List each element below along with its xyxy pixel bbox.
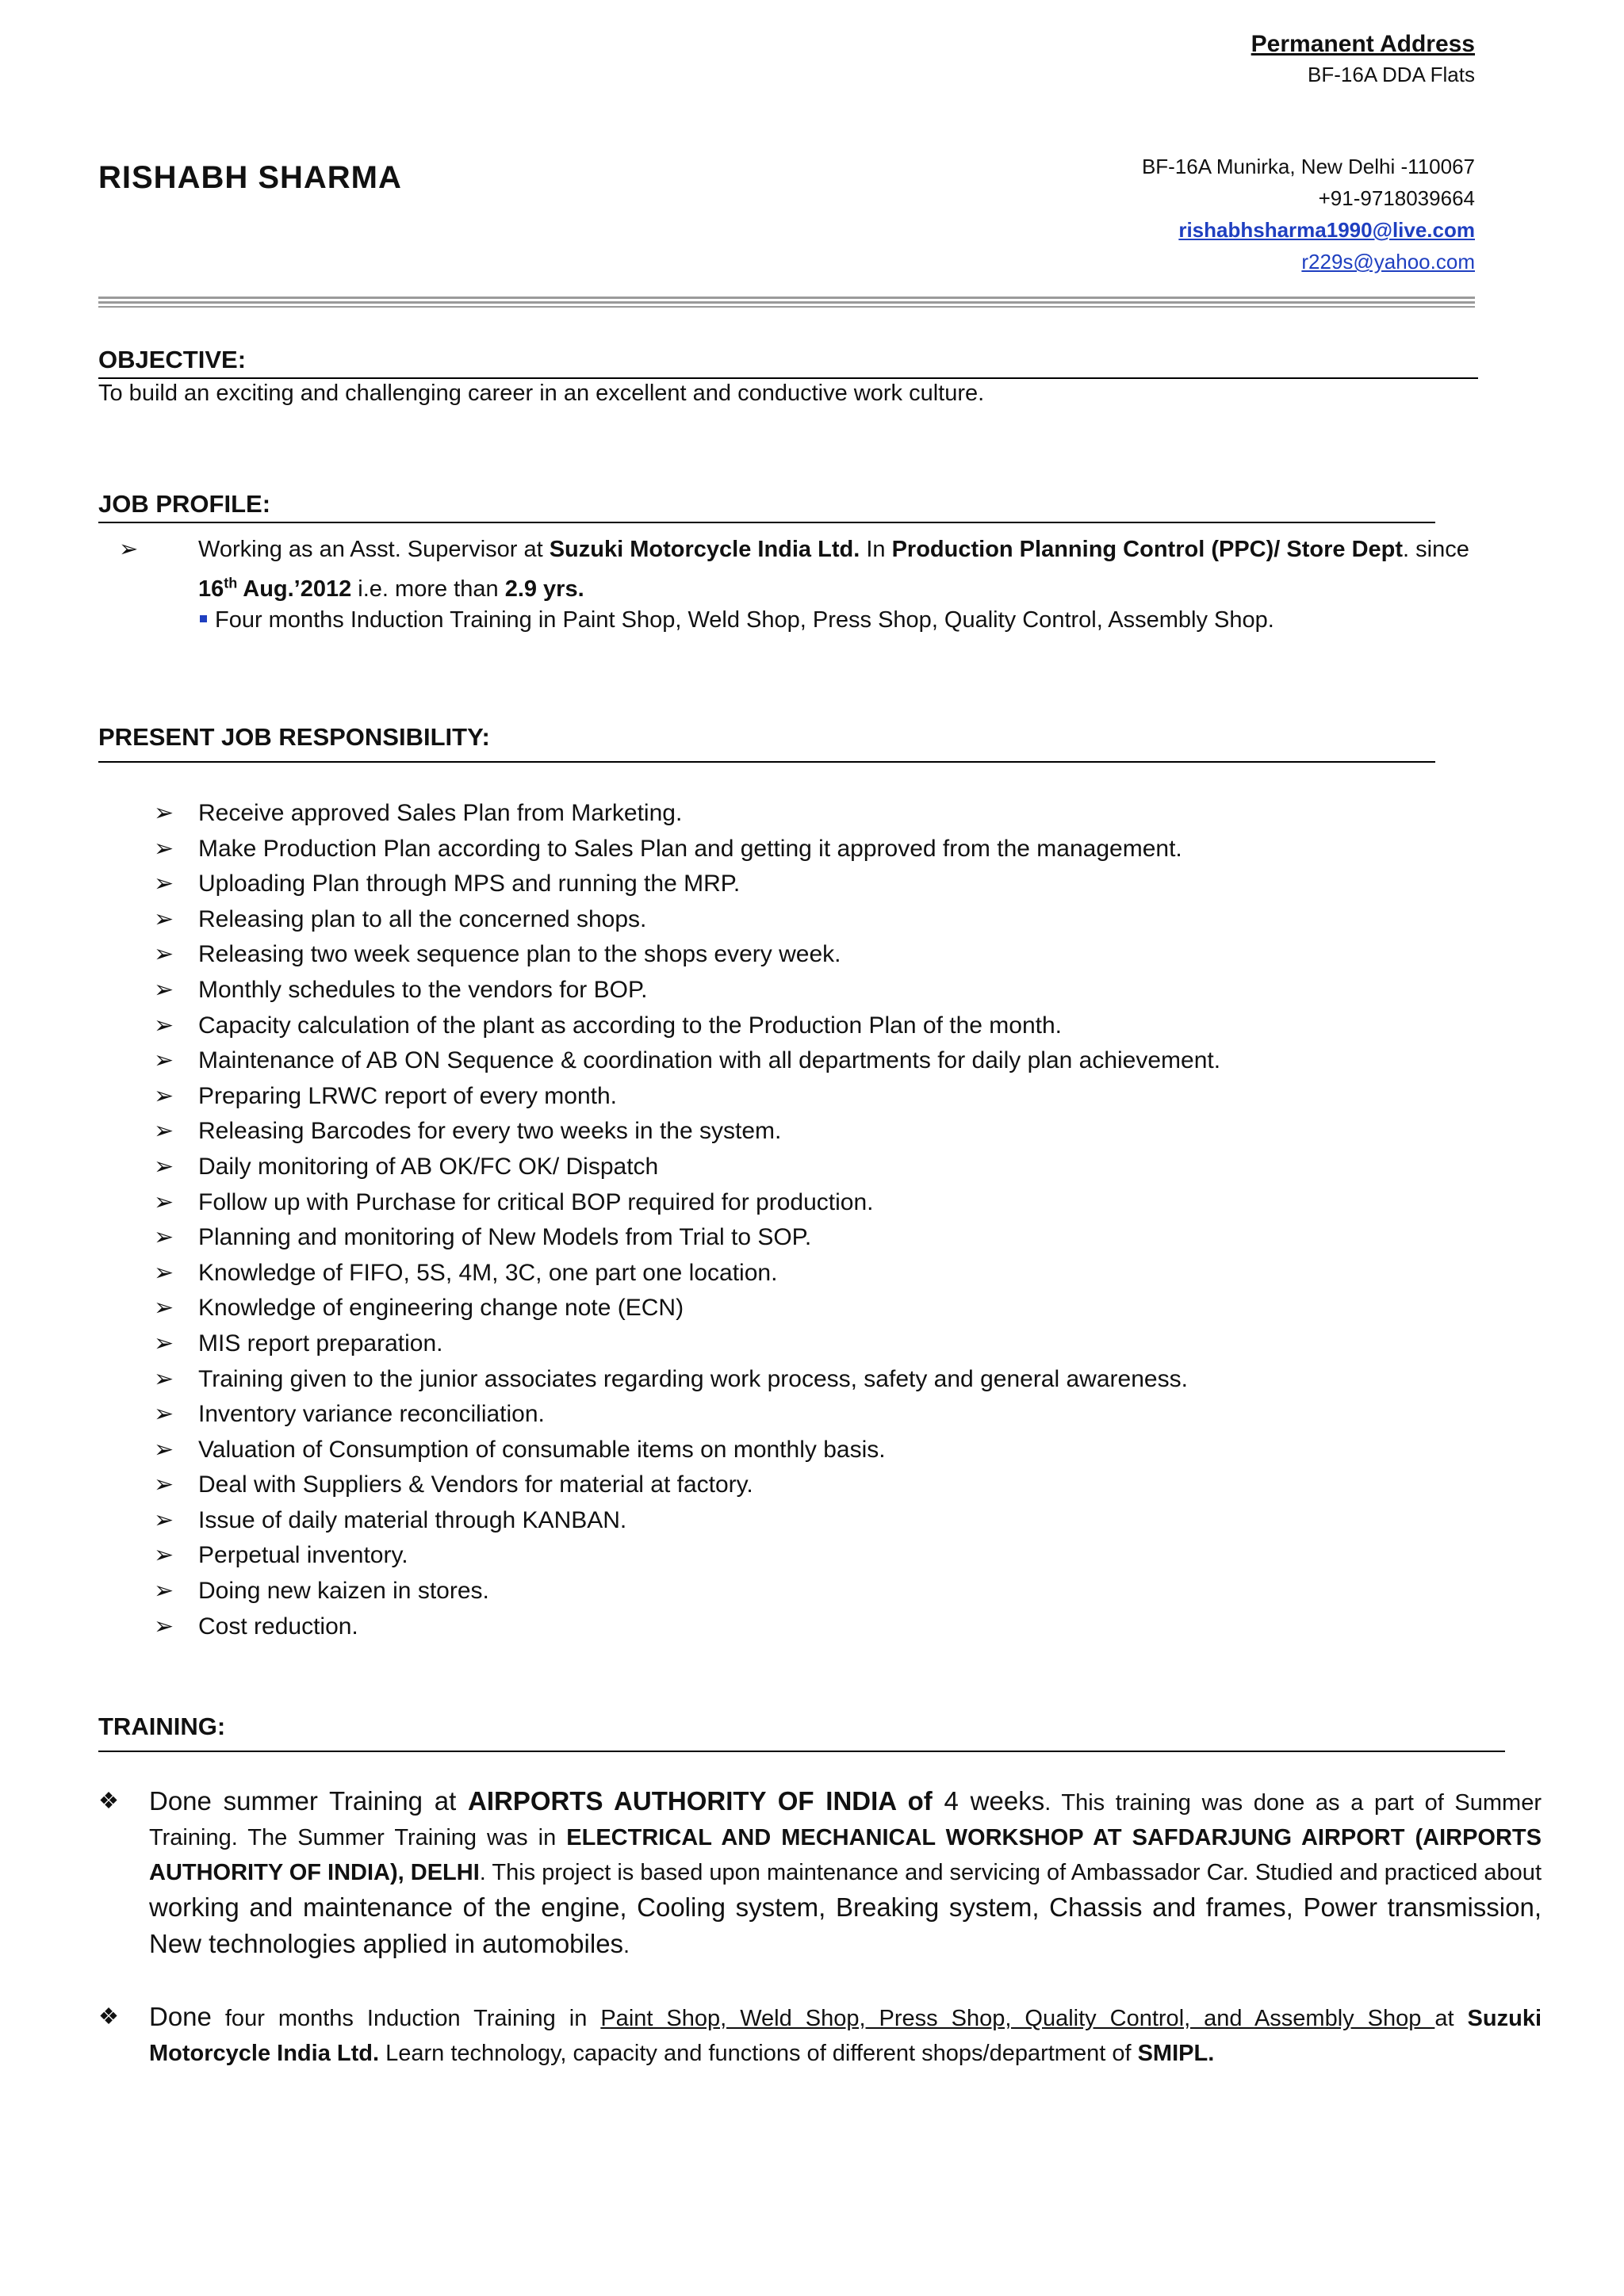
arrow-bullet-icon: ➢ bbox=[154, 871, 174, 897]
list-item: ➢ Receive approved Sales Plan from Marketing. bbox=[154, 796, 1220, 832]
list-item: ➢ Knowledge of engineering change note (ECN) bbox=[154, 1291, 1220, 1326]
arrow-bullet-icon: ➢ bbox=[154, 905, 174, 932]
job-profile-subitem: Four months Induction Training in Paint Shop, Weld Shop, Press Shop, Quality Control, Assembly Shop. bbox=[200, 607, 1274, 633]
list-item: ➢ Knowledge of FIFO, 5S, 4M, 3C, one part one location. bbox=[154, 1256, 1220, 1292]
department-name: Production Planning Control (PPC)/ Store Dept bbox=[891, 537, 1404, 562]
permanent-address-line: BF-16A DDA Flats bbox=[1308, 63, 1475, 86]
training-item-smipl: ❖ Done four months Induction Training in Paint Shop, Weld Shop, Press Shop, Quality Control, and Assembly Shop at Suzuki Motorcycle India Ltd. Learn technology, capacity and functions of different shops/department of SMIPL. bbox=[98, 1999, 1542, 2071]
arrow-bullet-icon: ➢ bbox=[154, 1188, 174, 1215]
list-item: ➢ Perpetual inventory. bbox=[154, 1538, 1220, 1574]
arrow-bullet-icon: ➢ bbox=[154, 1365, 174, 1392]
list-item: ➢ Preparing LRWC report of every month. bbox=[154, 1079, 1220, 1115]
arrow-bullet-icon: ➢ bbox=[119, 537, 139, 562]
contact-address: BF-16A Munirka, New Delhi -110067 bbox=[1141, 155, 1475, 178]
objective-rule bbox=[98, 377, 1478, 379]
list-item: ➢ Uploading Plan through MPS and running the MRP. bbox=[154, 867, 1220, 902]
arrow-bullet-icon: ➢ bbox=[154, 1436, 174, 1463]
list-item: ➢ Planning and monitoring of New Models from Trial to SOP. bbox=[154, 1220, 1220, 1256]
list-item: ➢ Issue of daily material through KANBAN. bbox=[154, 1503, 1220, 1539]
arrow-bullet-icon: ➢ bbox=[154, 1012, 174, 1039]
list-item: ➢ Releasing plan to all the concerned shops. bbox=[154, 902, 1220, 938]
header-divider bbox=[98, 297, 1475, 308]
arrow-bullet-icon: ➢ bbox=[154, 800, 174, 826]
training-rule bbox=[98, 1751, 1505, 1752]
arrow-bullet-icon: ➢ bbox=[154, 941, 174, 968]
list-item: ➢ Capacity calculation of the plant as according to the Production Plan of the month. bbox=[154, 1008, 1220, 1044]
list-item: ➢ Inventory variance reconciliation. bbox=[154, 1397, 1220, 1433]
objective-heading: OBJECTIVE: bbox=[98, 346, 247, 373]
contact-block bbox=[1142, 151, 1475, 277]
arrow-bullet-icon: ➢ bbox=[154, 1259, 174, 1286]
arrow-bullet-icon: ➢ bbox=[154, 1224, 174, 1251]
arrow-bullet-icon: ➢ bbox=[154, 1047, 174, 1074]
arrow-bullet-icon: ➢ bbox=[154, 1118, 174, 1145]
list-item: ➢ Doing new kaizen in stores. bbox=[154, 1574, 1220, 1609]
responsibility-rule bbox=[98, 761, 1435, 763]
email-primary-link[interactable]: rishabhsharma1990@live.com bbox=[1178, 218, 1475, 242]
arrow-bullet-icon: ➢ bbox=[154, 835, 174, 862]
list-item: ➢ MIS report preparation. bbox=[154, 1326, 1220, 1362]
list-item: ➢ Maintenance of AB ON Sequence & coordination with all departments for daily plan achievement. bbox=[154, 1043, 1220, 1079]
list-item: ➢ Releasing two week sequence plan to the shops every week. bbox=[154, 937, 1220, 973]
list-item: ➢ Releasing Barcodes for every two weeks in the system. bbox=[154, 1114, 1220, 1150]
diamond-bullet-icon: ❖ bbox=[98, 1789, 119, 1814]
arrow-bullet-icon: ➢ bbox=[154, 1401, 174, 1428]
training-item-aai: ❖ Done summer Training at AIRPORTS AUTHORITY OF INDIA of 4 weeks. This training was done as a part of Summer Training. The Summer Training was in ELECTRICAL AND MECHANICAL WORKSHOP AT SAFDARJUNG AIRPORT (AIRPORTS AUTHORITY OF INDIA), DELHI. This project is based upon maintenance and servicing of Ambassador Car. Studied and practiced about working and maintenance of the engine, Cooling system, Breaking system, Chassis and frames, Power transmission, New technologies applied in automobiles. bbox=[98, 1784, 1542, 1963]
arrow-bullet-icon: ➢ bbox=[154, 1153, 174, 1180]
diamond-bullet-icon: ❖ bbox=[98, 2004, 119, 2030]
arrow-bullet-icon: ➢ bbox=[154, 1330, 174, 1357]
job-profile-heading: JOB PROFILE: bbox=[98, 490, 271, 518]
candidate-name: RISHABH SHARMA bbox=[98, 160, 402, 195]
square-bullet-icon bbox=[200, 615, 207, 622]
list-item: ➢ Monthly schedules to the vendors for BOP. bbox=[154, 973, 1220, 1008]
list-item: ➢ Daily monitoring of AB OK/FC OK/ Dispatch bbox=[154, 1150, 1220, 1185]
arrow-bullet-icon: ➢ bbox=[154, 1506, 174, 1533]
joining-date: 16th Aug.’2012 bbox=[198, 575, 352, 602]
email-secondary-link[interactable]: r229s@yahoo.com bbox=[1301, 250, 1475, 274]
list-item: ➢ Cost reduction. bbox=[154, 1609, 1220, 1645]
arrow-bullet-icon: ➢ bbox=[154, 1295, 174, 1322]
contact-phone: +91-9718039664 bbox=[1318, 186, 1475, 210]
objective-text: To build an exciting and challenging career in an excellent and conductive work culture. bbox=[98, 381, 985, 406]
responsibility-list bbox=[154, 796, 1220, 1644]
job-profile-item: ➢ Working as an Asst. Supervisor at Suzuki Motorcycle India Ltd. In Production Planning Control (PPC)/ Store Dept. since 16th Aug.’2012 i.e. more than 2.9 yrs. bbox=[119, 530, 1530, 609]
arrow-bullet-icon: ➢ bbox=[154, 976, 174, 1003]
list-item: ➢ Deal with Suppliers & Vendors for material at factory. bbox=[154, 1468, 1220, 1503]
training-heading: TRAINING: bbox=[98, 1712, 226, 1740]
responsibility-heading: PRESENT JOB RESPONSIBILITY: bbox=[98, 723, 490, 751]
arrow-bullet-icon: ➢ bbox=[154, 1578, 174, 1605]
arrow-bullet-icon: ➢ bbox=[154, 1082, 174, 1109]
list-item: ➢ Valuation of Consumption of consumable items on monthly basis. bbox=[154, 1433, 1220, 1468]
job-profile-rule bbox=[98, 522, 1435, 523]
arrow-bullet-icon: ➢ bbox=[154, 1542, 174, 1569]
arrow-bullet-icon: ➢ bbox=[154, 1613, 174, 1640]
list-item: ➢ Training given to the junior associates regarding work process, safety and general awareness. bbox=[154, 1362, 1220, 1398]
company-name: Suzuki Motorcycle India Ltd. bbox=[549, 537, 860, 562]
experience-duration: 2.9 yrs. bbox=[504, 576, 584, 602]
list-item: ➢ Make Production Plan according to Sales Plan and getting it approved from the management. bbox=[154, 832, 1220, 867]
permanent-address-title: Permanent Address bbox=[1251, 31, 1475, 57]
arrow-bullet-icon: ➢ bbox=[154, 1471, 174, 1498]
list-item: ➢ Follow up with Purchase for critical BOP required for production. bbox=[154, 1185, 1220, 1221]
